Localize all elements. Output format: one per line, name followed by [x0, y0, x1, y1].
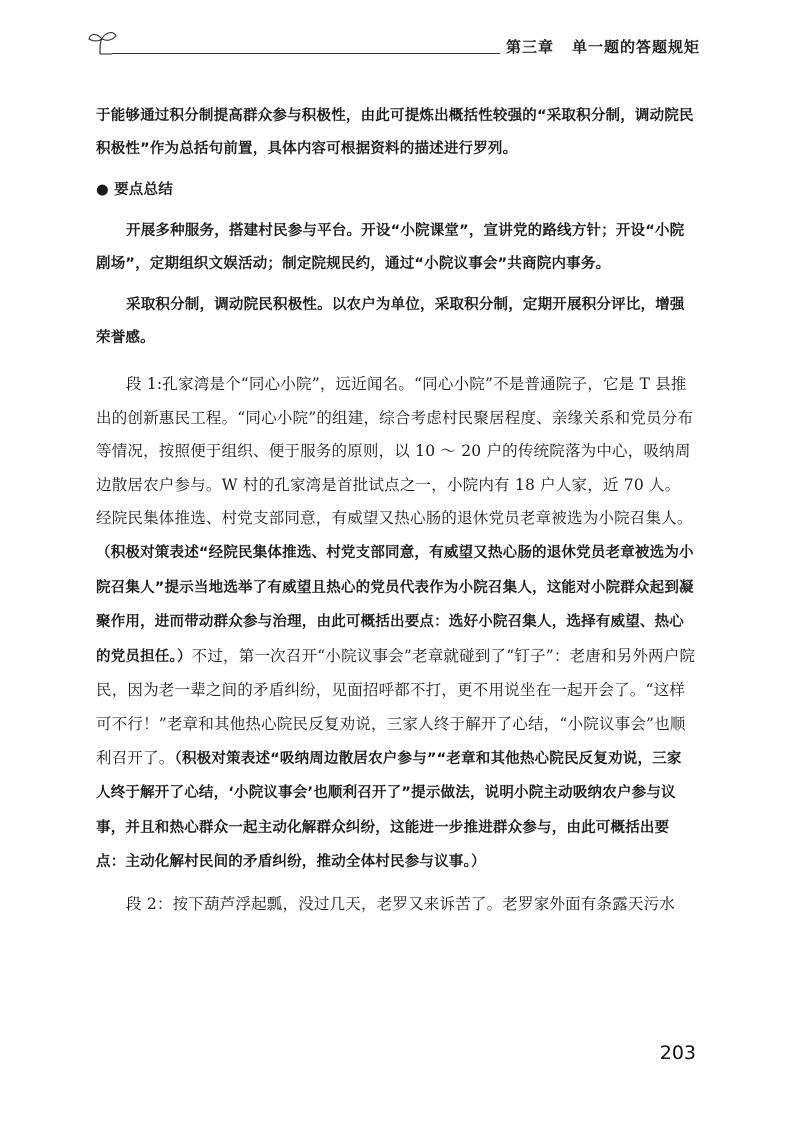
- page-body: [96, 100, 696, 922]
- running-header: [88, 30, 700, 60]
- paragraph-1-text: 段 1:孔家湾是个“同心小院”，远近闻名。“同心小院”不是普通院子，它是 T 县推出的创新惠民工程。“同心小院”的组建，综合考虑村民聚居程度、亲缘关系和党员分布等情况，按照便于组织、便于服务的原则，以 10 ～ 20 户的传统院落为中心，吸纳周边散居农户参与。W 村的孔家湾是首批试点之一，小院内有 18 户人家，近 70 人。经院民集体推选、村党支部同意，有威望又热心肠的退休党员老章被选为小院召集人。: [96, 375, 694, 528]
- paragraph-1-text-2: 不过，第一次召开“小院议事会”老章就碰到了“钉子”：老唐和另外两户院民，因为老一辈之间的矛盾纠纷，见面招呼都不打，更不用说坐在一起开会了。“这样可不行！”老章和其他热心院民反复劝说，三家人终于解开了心结，“小院议事会”也顺利召开了。: [96, 646, 696, 767]
- chapter-name: 单一题的答题规矩: [571, 38, 700, 56]
- header-rule: [112, 53, 500, 54]
- paragraph-1-note-1: （积极对策表述“经院民集体推选、村党支部同意，有威望又热心肠的退休党员老章被选为小院召集人”提示当地选举了有威望且热心的党员代表作为小院召集人，这能对小院群众起到凝聚作用，进而带动群众参与治理，由此可概括出要点：选好小院召集人，选择有威望、热心的党员担任。）: [96, 544, 694, 665]
- chapter-title: [506, 36, 700, 57]
- summary-heading: ● 要点总结: [96, 182, 173, 198]
- paragraph-1: [96, 368, 696, 880]
- summary-point-2: 采取积分制，调动院民积极性。以农户为单位，采取积分制，定期开展积分评比，增强荣誉感。: [96, 297, 685, 346]
- paragraph-2: 段 2：按下葫芦浮起瓢，没过几天，老罗又来诉苦了。老罗家外面有条露天污水: [126, 894, 675, 913]
- intro-paragraph: 于能够通过积分制提高群众参与积极性，由此可提炼出概括性较强的“采取积分制，调动院民积极性”作为总括句前置，具体内容可根据资料的描述进行罗列。: [96, 108, 694, 157]
- page-number: 203: [659, 1042, 696, 1064]
- summary-point-1: 开展多种服务，搭建村民参与平台。开设“小院课堂”，宣讲党的路线方针；开设“小院剧场”，定期组织文娱活动；制定院规民约，通过“小院议事会”共商院内事务。: [96, 223, 685, 272]
- chapter-number: 第三章: [505, 38, 554, 56]
- paragraph-1-note-2: （积极对策表述“吸纳周边散居农户参与”“老章和其他热心院民反复劝说，三家人终于解开了心结，‘小院议事会’也顺利召开了”提示做法，说明小院主动吸纳农户参与议事，并且和热心群众一起主动化解群众纠纷，这能进一步推进群众参与，由此可概括出要点：主动化解村民间的矛盾纠纷，推动全体村民参与议事。）: [96, 750, 682, 871]
